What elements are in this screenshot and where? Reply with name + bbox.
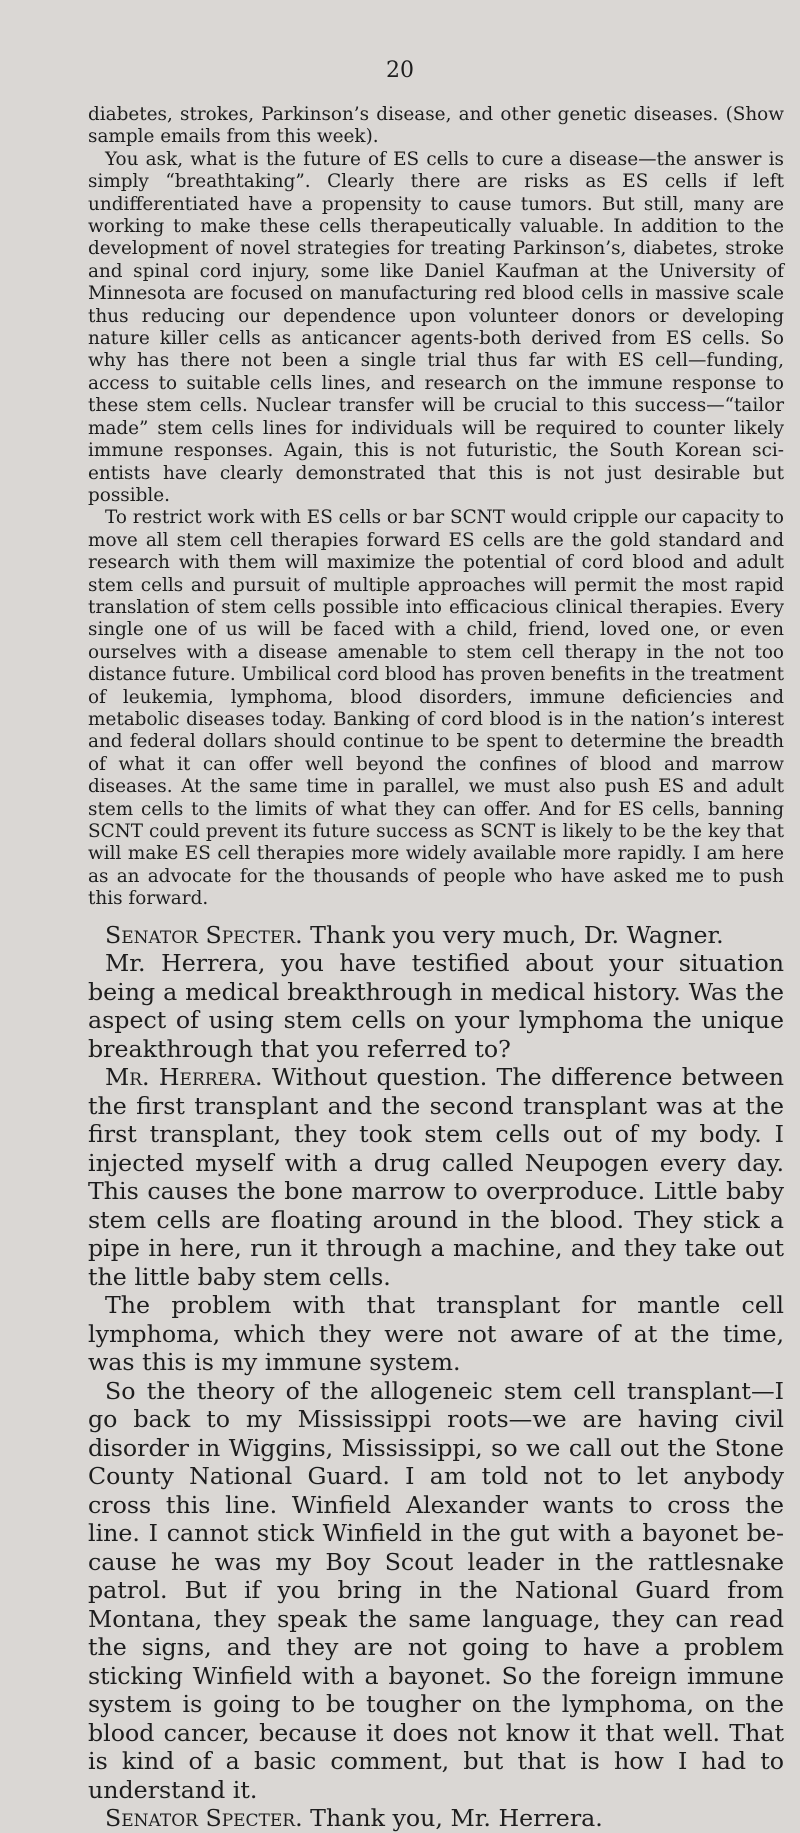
dialogue-text: Thank you, Mr. Herrera. <box>302 1804 603 1833</box>
dialogue-text: Mr. Herrera, you have testified about your situation being a medical breakthrough in medical history. Was the aspect of using stem cells on your lymphoma the unique breakthrough that you referred to? <box>88 949 784 1063</box>
body-text <box>88 104 784 1833</box>
speaker-name: Mr. Herrera. <box>105 1063 263 1092</box>
paragraph: diabetes, strokes, Parkinson’s disease, and other genetic diseases. (Show sample emails from this week). <box>88 104 784 148</box>
speaker-name: Senator Specter. <box>105 920 303 949</box>
dialogue-paragraph <box>88 921 784 950</box>
prepared-statement <box>88 104 784 911</box>
hearing-dialogue <box>88 921 784 1833</box>
dialogue-paragraph <box>88 949 784 1063</box>
speaker-name: Senator Specter. <box>105 1804 303 1833</box>
dialogue-paragraph <box>88 1377 784 1805</box>
paragraph: To restrict work with ES cells or bar SCNT would cripple our capacity to move all stem cell therapies forward ES cells are the gold standard and research with them will maximize the potential of cord blood and adult stem cells and pursuit of multiple approaches will permit the most rapid translation of stem cells possible into efficacious clinical therapies. Every single one of us will be faced with a child, friend, loved one, or even ourselves with a disease amenable to stem cell therapy in the not too distance future. Umbilical cord blood has proven benefits in the treatment of leukemia, lymphoma, blood disorders, immune deficiencies and metabolic diseases today. Banking of cord blood is in the nation’s interest and federal dollars should continue to be spent to determine the breadth of what it can offer well beyond the confines of blood and marrow diseases. At the same time in parallel, we must also push ES and adult stem cells to the limits of what they can offer. And for ES cells, banning SCNT could prevent its future success as SCNT is likely to be the key that will make ES cell therapies more widely available more rapidly. I am here as an advocate for the thousands of people who have asked me to push this forward. <box>88 507 784 910</box>
page-number: 20 <box>386 58 414 83</box>
dialogue-text: Thank you very much, Dr. Wagner. <box>302 920 724 949</box>
section-gap <box>88 911 784 921</box>
dialogue-text: So the theory of the allogeneic stem cell transplant—I go back to my Mississippi roots—we are having civil disorder in Wiggins, Mississippi, so we call out the Stone County National Guard. I am told not to let anybody cross this line. Winfield Alexander wants to cross the line. I cannot stick Winfield in the gut with a bayonet because he was my Boy Scout leader in the rattlesnake patrol. But if you bring in the National Guard from Montana, they speak the same language, they can read the signs, and they are not going to have a problem sticking Winfield with a bayonet. So the foreign immune system is going to be tougher on the lymphoma, on the blood cancer, because it does not know it that well. That is kind of a basic comment, but that is how I had to understand it. <box>88 1376 784 1804</box>
dialogue-text: Without question. The difference between the first transplant and the second transplant was at the first transplant, they took stem cells out of my body. I injected myself with a drug called Neupogen every day. This causes the bone marrow to overproduce. Little baby stem cells are floating around in the blood. They stick a pipe in here, run it through a machine, and they take out the little baby stem cells. <box>88 1063 784 1291</box>
dialogue-paragraph <box>88 1804 784 1833</box>
paragraph: You ask, what is the future of ES cells to cure a disease—the answer is simply “breathtaking”. Clearly there are risks as ES cells if left undifferentiated have a propensity to cause tumors. But still, many are working to make these cells therapeutically valuable. In addition to the development of novel strategies for treating Parkinson’s, diabetes, stroke and spinal cord injury, some like Daniel Kaufman at the University of Minnesota are focused on manufacturing red blood cells in massive scale thus reducing our dependence upon volunteer donors or developing nature killer cells as anticancer agents-both derived from ES cells. So why has there not been a single trial thus far with ES cell—funding, access to suitable cells lines, and research on the immune response to these stem cells. Nuclear transfer will be crucial to this success—“tailor made” stem cells lines for individuals will be required to counter likely immune responses. Again, this is not futuristic, the South Korean scientists have clearly demonstrated that this is not just desirable but possible. <box>88 148 784 506</box>
dialogue-text: The problem with that transplant for mantle cell lymphoma, which they were not aware of at the time, was this is my immune system. <box>88 1291 784 1377</box>
dialogue-paragraph <box>88 1291 784 1377</box>
dialogue-paragraph <box>88 1063 784 1291</box>
